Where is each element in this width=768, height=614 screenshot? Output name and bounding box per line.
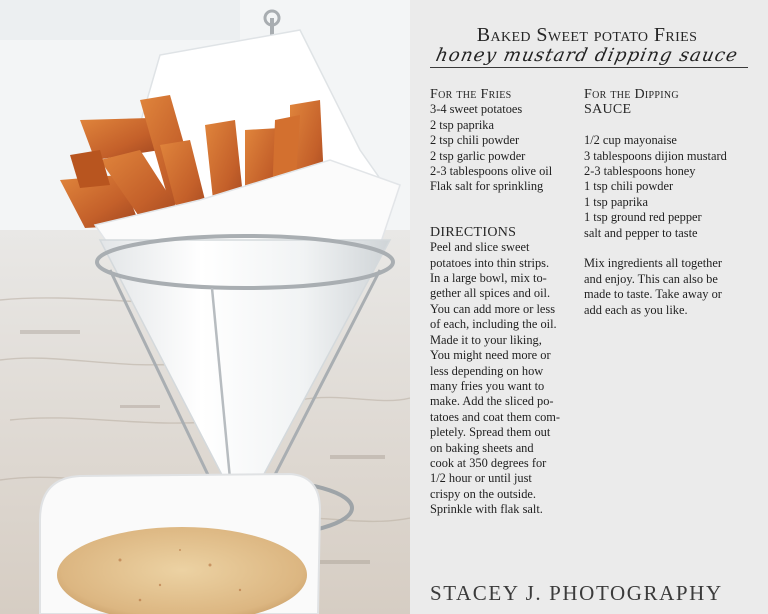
directions-line: many fries you want to [430,378,545,393]
directions-line: pletely. Spread them out [430,425,551,440]
directions-line: 1/2 hour or until just [430,471,532,486]
ingredient-item: 3-4 sweet potatoes [430,102,523,117]
sauce-heading: For the Dipping [584,87,679,102]
directions-line: tatoes and coat them com- [430,409,561,424]
ingredient-item: Flak salt for sprinkling [430,179,544,194]
window-frame [0,0,240,40]
directions-line: In a large bowl, mix to- [430,271,547,286]
sauce-heading-line2: SAUCE [584,102,632,118]
sauce-note-line: made to taste. Take away or [584,287,722,302]
ingredient-item: salt and pepper to taste [584,225,698,240]
ingredient-item: 2 tsp chili powder [430,133,520,148]
directions-line: You can add more or less [430,301,556,316]
sauce-note-line: and enjoy. This can also be [584,271,718,286]
title-divider [430,67,748,68]
ingredient-item: 2-3 tablespoons honey [584,164,696,179]
recipe-card [410,0,768,614]
directions-line: Sprinkle with flak salt. [430,502,543,517]
left-column [430,87,580,518]
fries-ingredient-list [430,102,580,194]
directions-line: less depending on how [430,363,544,378]
directions-line: potatoes into thin strips. [430,255,550,270]
directions-line: make. Add the sliced po- [430,394,554,409]
photographer-credit: STACEY J. PHOTOGRAPHY [430,581,723,605]
ingredient-item: 2-3 tablespoons olive oil [430,164,553,179]
directions-heading: DIRECTIONS [430,224,517,240]
ingredient-item: 3 tablespoons dijion mustard [584,148,727,163]
recipe-subtitle: honey mustard dipping sauce [433,45,741,66]
ingredient-item: 2 tsp paprika [430,117,495,132]
directions-line: crispy on the outside. [430,486,536,501]
fries-heading: For the Fries [430,87,512,102]
directions-line: You might need more or [430,348,551,363]
right-column [584,87,759,318]
ingredient-item: 2 tsp garlic powder [430,148,526,163]
directions-text [430,240,580,517]
sauce-note-line: add each as you like. [584,302,688,317]
ingredient-item: 1 tsp chili powder [584,179,674,194]
directions-line: Made it to your liking, [430,332,542,347]
recipe-title: Baked Sweet potato Fries [476,24,698,46]
sauce-notes [584,256,759,318]
ingredient-item: 1 tsp paprika [584,194,649,209]
directions-line: of each, including the oil. [430,317,557,332]
directions-line: on baking sheets and [430,440,534,455]
ingredient-item: 1/2 cup mayonaise [584,133,677,148]
ingredient-item: 1 tsp ground red pepper [584,210,702,225]
directions-line: gether all spices and oil. [430,286,551,301]
sauce-ingredient-list [584,133,759,241]
sauce-note-line: Mix ingredients all together [584,256,722,271]
directions-line: Peel and slice sweet [430,240,530,255]
directions-line: cook at 350 degrees for [430,455,547,470]
